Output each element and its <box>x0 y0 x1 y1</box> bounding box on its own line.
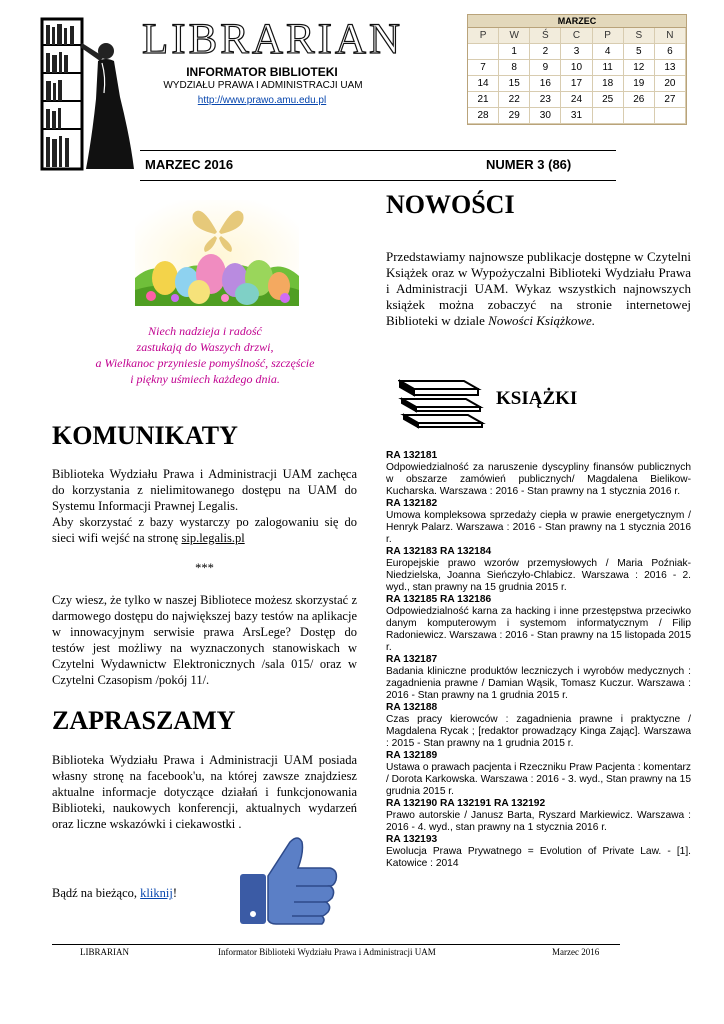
calendar-date-cell: 2 <box>530 44 561 60</box>
nowosci-intro <box>386 249 691 329</box>
section-separator: *** <box>195 561 214 575</box>
book-signature: RA 132193 <box>386 834 438 845</box>
calendar-day-header: P <box>593 28 624 44</box>
calendar-date-cell: 6 <box>655 44 686 60</box>
komunikaty-paragraph-2 <box>52 514 357 546</box>
book-item <box>386 594 691 654</box>
book-item <box>386 702 691 750</box>
calendar-grid <box>468 28 686 124</box>
book-signature: RA 132190 RA 132191 RA 132192 <box>386 798 546 809</box>
easter-eggs-illustration <box>135 200 299 306</box>
new-books-list <box>386 450 691 870</box>
librarian-logo-illustration <box>40 17 136 173</box>
calendar-date-cell: 28 <box>468 108 499 124</box>
calendar-date-cell: 19 <box>624 76 655 92</box>
calendar-date-cell: 20 <box>655 76 686 92</box>
zapraszamy-cta <box>52 885 212 901</box>
komunikaty-body <box>52 466 357 688</box>
book-description: Umowa kompleksowa sprzedaży ciepła w prawie energetycznym / Henryk Palarz. Warszawa : 2016 - Stan prawny na 1 stycznia 2016 r. <box>386 510 691 545</box>
calendar-date-cell <box>624 108 655 124</box>
masthead-subtitle: INFORMATOR BIBLIOTEKI <box>186 65 338 79</box>
thumbs-up-icon[interactable] <box>236 834 340 926</box>
calendar-date-cell: 23 <box>530 92 561 108</box>
nowosci-heading: NOWOŚCI <box>386 190 515 219</box>
easter-wish-line: Niech nadzieja i radość <box>148 324 262 338</box>
book-signature: RA 132183 RA 132184 <box>386 546 492 557</box>
calendar-date-cell: 5 <box>624 44 655 60</box>
calendar-date-cell: 21 <box>468 92 499 108</box>
book-description: Ustawa o prawach pacjenta i Rzeczniku Praw Pacjenta : komentarz / Dorota Karkowska. Warszawa : 2016 - 3. wyd., Stan prawny na 15 grudnia 2015 r. <box>386 762 691 797</box>
calendar-date-cell: 22 <box>499 92 530 108</box>
masthead-title: LIBRARIAN <box>142 16 404 63</box>
calendar-date-cell: 30 <box>530 108 561 124</box>
book-item <box>386 450 691 498</box>
calendar-date-cell: 3 <box>561 44 592 60</box>
easter-wish-line: i piękny uśmiech każdego dnia. <box>130 372 280 386</box>
zapraszamy-cta-end: ! <box>172 886 177 900</box>
calendar-date-cell: 29 <box>499 108 530 124</box>
calendar-day-header: W <box>499 28 530 44</box>
book-description: Badania kliniczne produktów leczniczych i wyrobów medycznych : zagadnienia prawne / Damian Wąsik, Tomasz Kuczur. Warszawa : 2016 - Stan prawny na 1 grudnia 2015 r. <box>386 666 691 701</box>
book-signature: RA 132182 <box>386 498 438 509</box>
calendar-date-cell: 26 <box>624 92 655 108</box>
book-item <box>386 546 691 594</box>
calendar-day-header: P <box>468 28 499 44</box>
footer-rule <box>52 944 620 945</box>
calendar-date-cell: 31 <box>561 108 592 124</box>
calendar-date-cell: 1 <box>499 44 530 60</box>
book-signature: RA 132187 <box>386 654 438 665</box>
calendar-date-cell <box>655 108 686 124</box>
calendar-date-cell: 7 <box>468 60 499 76</box>
calendar-date-cell: 16 <box>530 76 561 92</box>
calendar-date-cell: 13 <box>655 60 686 76</box>
calendar-date-cell: 15 <box>499 76 530 92</box>
book-signature: RA 132189 <box>386 750 438 761</box>
book-signature: RA 132185 RA 132186 <box>386 594 492 605</box>
books-stack-icon <box>398 371 488 429</box>
book-description: Odpowiedzialność karna za hacking i inne przestępstwa przeciwko danym komputerowym i systemom informatycznym / Filip Radoniewicz. Warszawa : 2016 - Stan prawny na 15 listopada 2015 r. <box>386 606 691 653</box>
calendar-date-cell: 11 <box>593 60 624 76</box>
book-item <box>386 798 691 834</box>
nowosci-intro-section: Nowości Książkowe. <box>488 313 596 328</box>
book-item <box>386 750 691 798</box>
issue-number: NUMER 3 (86) <box>486 157 572 172</box>
calendar-date-cell: 18 <box>593 76 624 92</box>
issue-top-rule <box>140 150 616 151</box>
calendar-date-cell: 8 <box>499 60 530 76</box>
calendar-day-header: N <box>655 28 686 44</box>
issue-date: MARZEC 2016 <box>145 157 234 172</box>
footer-center: Informator Biblioteki Wydziału Prawa i Administracji UAM <box>218 947 436 957</box>
book-signature: RA 132188 <box>386 702 438 713</box>
calendar-date-cell <box>593 108 624 124</box>
calendar-day-header: C <box>561 28 592 44</box>
book-item <box>386 834 691 870</box>
calendar-date-cell: 10 <box>561 60 592 76</box>
easter-wishes <box>60 323 350 387</box>
calendar-date-cell: 25 <box>593 92 624 108</box>
book-description: Europejskie prawo wzorów przemysłowych / Maria Poźniak-Niedzielska, Joanna Sieńczyło-Chlabicz. Warszawa : 2016 - 2. wyd., stan prawny na 15 grudnia 2015 r. <box>386 558 691 593</box>
footer-left: LIBRARIAN <box>80 947 129 957</box>
masthead-url-link[interactable]: http://www.prawo.amu.edu.pl <box>197 95 327 106</box>
zapraszamy-heading: ZAPRASZAMY <box>52 706 236 735</box>
calendar-date-cell: 4 <box>593 44 624 60</box>
legalis-link[interactable]: sip.legalis.pl <box>181 531 245 545</box>
komunikaty-heading: KOMUNIKATY <box>52 421 238 450</box>
nowosci-intro-text: Przedstawiamy najnowsze publikacje dostępne w Czytelni Książek oraz w Wypożyczalni Biblioteki Wydziału Prawa i Administracji UAM. Wykaz wszystkich najnowszych książek można zobaczyć na stronie internetowej Biblioteki w dziale <box>386 249 691 328</box>
zapraszamy-cta-text: Bądź na bieżąco, <box>52 886 141 900</box>
calendar-date-cell: 14 <box>468 76 499 92</box>
calendar-date-cell: 27 <box>655 92 686 108</box>
book-description: Prawo autorskie / Janusz Barta, Ryszard Markiewicz. Warszawa : 2016 - 4. wyd., stan prawny na 1 stycznia 2016 r. <box>386 810 691 833</box>
book-signature: RA 132181 <box>386 450 438 461</box>
calendar-day-header: S <box>624 28 655 44</box>
calendar-month: MARZEC <box>468 15 686 28</box>
calendar-day-header: Ś <box>530 28 561 44</box>
masthead-faculty: WYDZIAŁU PRAWA I ADMINISTRACJI UAM <box>163 80 363 91</box>
calendar-date-cell: 17 <box>561 76 592 92</box>
calendar-date-cell: 12 <box>624 60 655 76</box>
calendar-date-cell <box>468 44 499 60</box>
easter-wish-line: zastukają do Waszych drzwi, <box>136 340 274 354</box>
book-description: Czas pracy kierowców : zagadnienia prawne i praktyczne / Magdalena Rycak ; [redaktor prowadzący Kinga Zając]. Warszawa : 2015 - Stan prawny na 1 grudnia 2015 r. <box>386 714 691 749</box>
calendar-date-cell: 24 <box>561 92 592 108</box>
komunikaty-paragraph-2-text: Aby skorzystać z bazy wystarczy po zalogowaniu się do sieci wifi wejść na stronę <box>52 515 357 545</box>
book-description: Ewolucja Prawa Prywatnego = Evolution of Private Law. - [1]. Katowice : 2014 <box>386 846 691 869</box>
issue-bottom-rule <box>140 180 616 181</box>
book-item <box>386 654 691 702</box>
zapraszamy-body: Biblioteka Wydziału Prawa i Administracji UAM posiada własny stronę na facebook'u, na której zawsze znajdziesz aktualne informacje dotyczące działań i funkcjonowania Biblioteki, naukowych konferencji, aktualnych wydarzeń oraz liczne wskazówki i ciekawostki . <box>52 753 357 831</box>
calendar-date-cell: 9 <box>530 60 561 76</box>
book-description: Odpowiedzialność za naruszenie dyscypliny finansów publicznych w obszarze zamówień publicznych/ Magdalena Bielikow-Kucharska. Warszawa : 2016 - Stan prawny na 1 stycznia 2016 r. <box>386 462 691 497</box>
calendar <box>467 14 687 125</box>
footer-right: Marzec 2016 <box>552 947 600 957</box>
komunikaty-paragraph-1: Biblioteka Wydziału Prawa i Administracji UAM zachęca do korzystania z nielimitowanego dostępu na UAM do Systemu Informacji Prawnej Legalis. <box>52 467 357 513</box>
ksiazki-heading: KSIĄŻKI <box>496 388 578 409</box>
book-item <box>386 498 691 546</box>
facebook-link[interactable]: kliknij <box>140 886 173 900</box>
easter-wish-line: a Wielkanoc przyniesie pomyślność, szczęście <box>95 356 315 370</box>
komunikaty-paragraph-3: Czy wiesz, że tylko w naszej Bibliotece możesz skorzystać z darmowego dostępu do największej bazy testów na aplikacje w innowacyjnym serwisie prawa ArsLege? Dostęp do testów jest możliwy na wyznaczonych stanowiskach w Czytelni Wydawnictw Elektronicznych /sala 015/ oraz w Czytelni Czasopism /pokój 11/. <box>52 593 357 687</box>
